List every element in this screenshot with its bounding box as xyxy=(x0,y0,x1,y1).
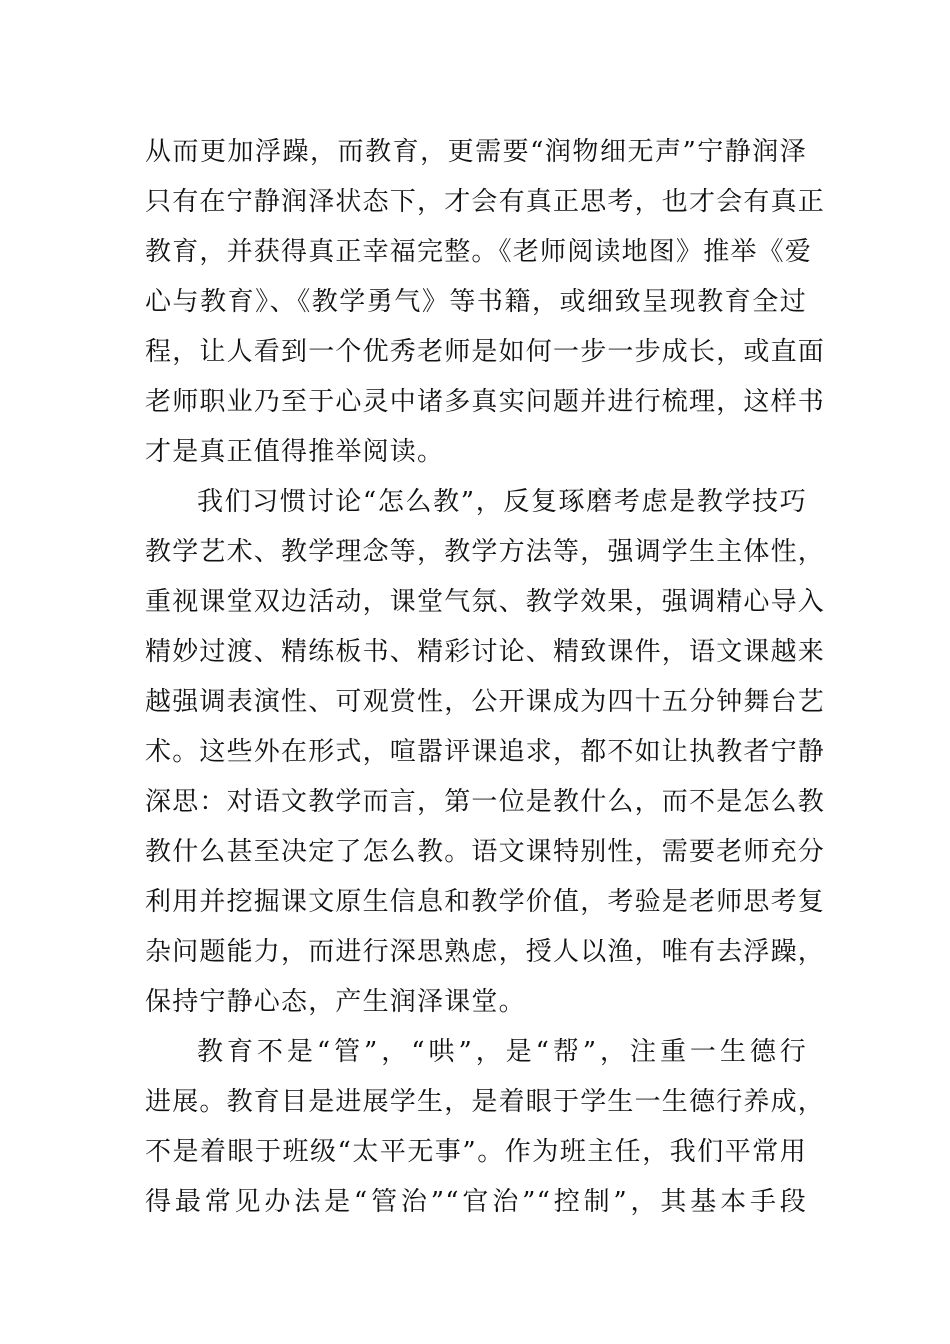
text-line: 程，让人看到一个优秀老师是如何一步一步成长，或直面 xyxy=(145,337,826,367)
document-body xyxy=(145,127,826,1227)
text-line: 教什么甚至决定了怎么教。语文课特别性，需要老师充分 xyxy=(145,837,826,867)
text-line: 深思：对语文教学而言，第一位是教什么，而不是怎么教 xyxy=(145,787,826,817)
text-line: 进展。教育目是进展学生，是着眼于学生一生德行养成， xyxy=(145,1087,826,1117)
text-line: 教育，并获得真正幸福完整。《老师阅读地图》推举《爱 xyxy=(145,237,813,267)
text-line: 教学艺术、教学理念等，教学方法等，强调学生主体性， xyxy=(145,537,826,567)
text-line: 杂问题能力，而进行深思熟虑，授人以渔，唯有去浮躁， xyxy=(145,937,826,967)
text-line: 教育不是“管”，“哄”，是“帮”，注重一生德行 xyxy=(197,1037,807,1067)
text-line: 越强调表演性、可观赏性，公开课成为四十五分钟舞台艺 xyxy=(145,687,826,717)
text-line: 心与教育》、《教学勇气》等书籍，或细致呈现教育全过 xyxy=(145,287,807,317)
text-line: 得最常见办法是“管治”“官治”“控制”，其基本手段 xyxy=(145,1187,807,1217)
paragraph-1 xyxy=(145,127,826,477)
text-line: 不是着眼于班级“太平无事”。作为班主任，我们平常用 xyxy=(145,1137,807,1167)
text-line: 利用并挖掘课文原生信息和教学价值，考验是老师思考复 xyxy=(145,887,826,917)
paragraph-2 xyxy=(145,477,826,1027)
text-line: 老师职业乃至于心灵中诸多真实问题并进行梳理，这样书 xyxy=(145,387,826,417)
text-line: 精妙过渡、精练板书、精彩讨论、精致课件，语文课越来 xyxy=(145,637,826,667)
text-line: 重视课堂双边活动，课堂气氛、教学效果，强调精心导入 xyxy=(145,587,826,617)
text-line: 从而更加浮躁，而教育，更需要“润物细无声”宁静润泽 xyxy=(145,137,807,167)
text-line: 保持宁静心态，产生润泽课堂。 xyxy=(145,987,526,1017)
text-line: 术。这些外在形式，喧嚣评课追求，都不如让执教者宁静 xyxy=(145,737,826,767)
text-line: 才是真正值得推举阅读。 xyxy=(145,437,445,467)
text-line: 只有在宁静润泽状态下，才会有真正思考，也才会有真正 xyxy=(145,187,826,217)
text-line: 我们习惯讨论“怎么教”，反复琢磨考虑是教学技巧 xyxy=(197,487,807,517)
paragraph-3 xyxy=(145,1027,826,1227)
